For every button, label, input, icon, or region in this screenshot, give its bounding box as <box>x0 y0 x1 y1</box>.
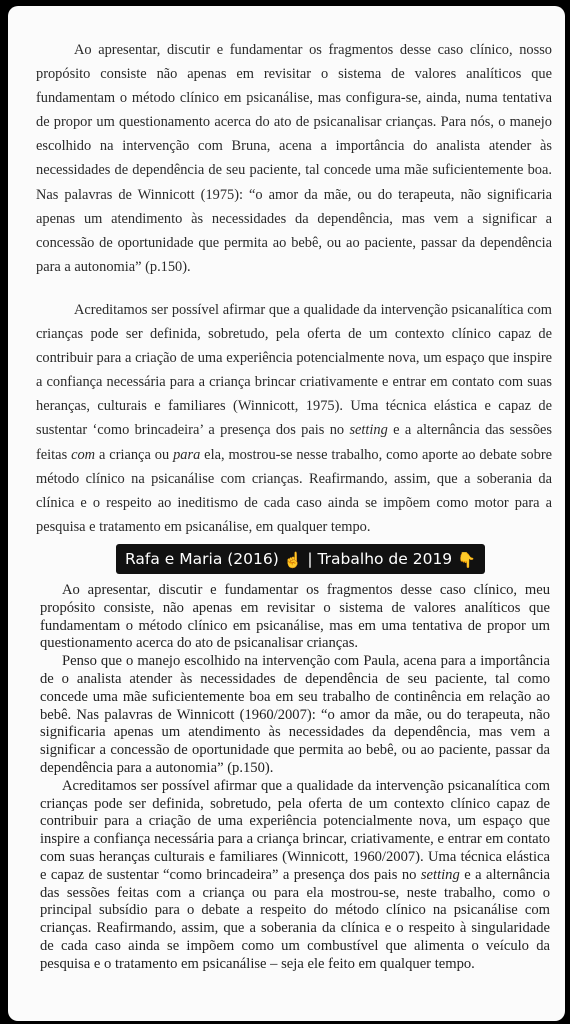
story-frame <box>8 6 565 1021</box>
paragraph-2-text-d: ela, mostrou-se nesse trabalho, como aporte ao debate sobre método clínico na psicanálise com crianças. Reafirmando, assim, que a soberania da clínica e o respeito ao ineditismo de cada caso ainda se impõem como motor para a pesquisa e tratamento em psicanálise, em qualquer tempo. <box>36 446 552 535</box>
pointing-up-icon: ☝️ <box>283 551 303 569</box>
paragraph-2-text-b: e a alternância das sessões feitas <box>36 422 552 463</box>
paragraph-2-italic-com: com <box>71 446 96 463</box>
paragraph-2-text-a: Acreditamos ser possível afirmar que a qualidade da intervenção psicanalítica com crianças pode ser definida, sobretudo, pela oferta de um contexto clínico capaz de contribuir para a criação de uma experiência potencialmente nova, um espaço que inspire a confiança necessária para a criança brincar criativamente e entrar em contato com suas heranças, culturais e familiares (Winnicott, 1975). Uma técnica elástica e capaz de sustentar ‘como brincadeira’ a presença dos pais no <box>36 301 552 439</box>
paragraph-5-italic-setting: setting <box>420 866 460 883</box>
banner-right-text: Trabalho de 2019 <box>317 550 458 568</box>
document-excerpt-2019 <box>40 582 550 974</box>
paragraph-2-italic-para: para <box>173 446 201 463</box>
paragraph-5-text-b: e a alternância das sessões feitas com a criança ou para ela mostrou-se, neste trabalho, como o principal subsídio para o debate a respeito do método clínico na psicanálise com crianças. Reafirmando, assim, que a soberania da clínica e o respeito à singularidade de cada caso ainda se impõem como um combustível que alimenta o veículo da pesquisa e o tratamento em psicanálise – seja ele feito em qualquer tempo. <box>40 866 550 972</box>
paragraph-3-text: Ao apresentar, discutir e fundamentar os fragmentos desse caso clínico, meu propósito consiste, não apenas em revisitar o sistema de valores analíticos que fundamentam o método clínico em psicanálise, mas em uma tentativa de propor um questionamento acerca do ato de psicanalisar crianças. <box>40 582 550 652</box>
paragraph-4-text: Penso que o manejo escolhido na intervenção com Paula, acena para a importância de o analista atender às necessidades de dependência de seu paciente, tal como concede uma mãe suficientemente boa em seu trabalho de continência em relação ao bebê. Nas palavras de Winnicott (1960/2007): “o amor da mãe, ou do terapeuta, não significaria apenas um atendimento às necessidades da dependência, mas vem a significar a concessão de oportunidade que permita ao bebê, ou ao paciente, passar da dependência para a autonomia” (p.150). <box>40 653 550 776</box>
paragraph-5-text-a: Acreditamos ser possível afirmar que a qualidade da intervenção psicanalítica com crianças pode ser definida, sobretudo, pela oferta de um contexto clínico capaz de contribuir para a criação de uma experiência potencialmente nova, um espaço que inspire a confiança necessária para a criança brincar, criativamente, e entrar em contato com suas heranças culturais e familiares (Winnicott, 1960/2007). Uma técnica elástica e capaz de sustentar “como brincadeira” a presença dos pais no <box>40 777 550 883</box>
comparison-banner <box>116 544 485 574</box>
paragraph-1 <box>36 38 552 279</box>
paragraph-4 <box>40 653 550 778</box>
paragraph-2-text-c: a criança ou <box>95 446 174 463</box>
document-excerpt-2016 <box>36 38 552 539</box>
pointing-down-icon: 👇 <box>457 551 476 569</box>
banner-left-text: Rafa e Maria (2016) <box>125 550 284 568</box>
paragraph-3 <box>40 582 550 653</box>
paragraph-5 <box>40 778 550 974</box>
paragraph-1-text: Ao apresentar, discutir e fundamentar os fragmentos desse caso clínico, nosso propósito consiste não apenas em revisitar o sistema de valores analíticos que fundamentam o método clínico em psicanálise, mas configura-se, ainda, numa tentativa de propor um questionamento acerca do ato de psicanalisar crianças. Para nós, o manejo escolhido na intervenção com Bruna, acena a importância do analista atender às necessidades de dependência de seu paciente, tal concede uma mãe suficientemente boa. Nas palavras de Winnicott (1975): “o amor da mãe, ou do terapeuta, não significaria apenas um atendimento às necessidades da dependência, mas vem a significar a concessão de oportunidade que permita ao bebê, ou ao paciente, passar da dependência para a autonomia” (p.150). <box>36 42 552 275</box>
paragraph-2 <box>36 298 552 539</box>
banner-separator: | <box>302 550 318 568</box>
paragraph-2-italic-setting: setting <box>349 422 388 439</box>
